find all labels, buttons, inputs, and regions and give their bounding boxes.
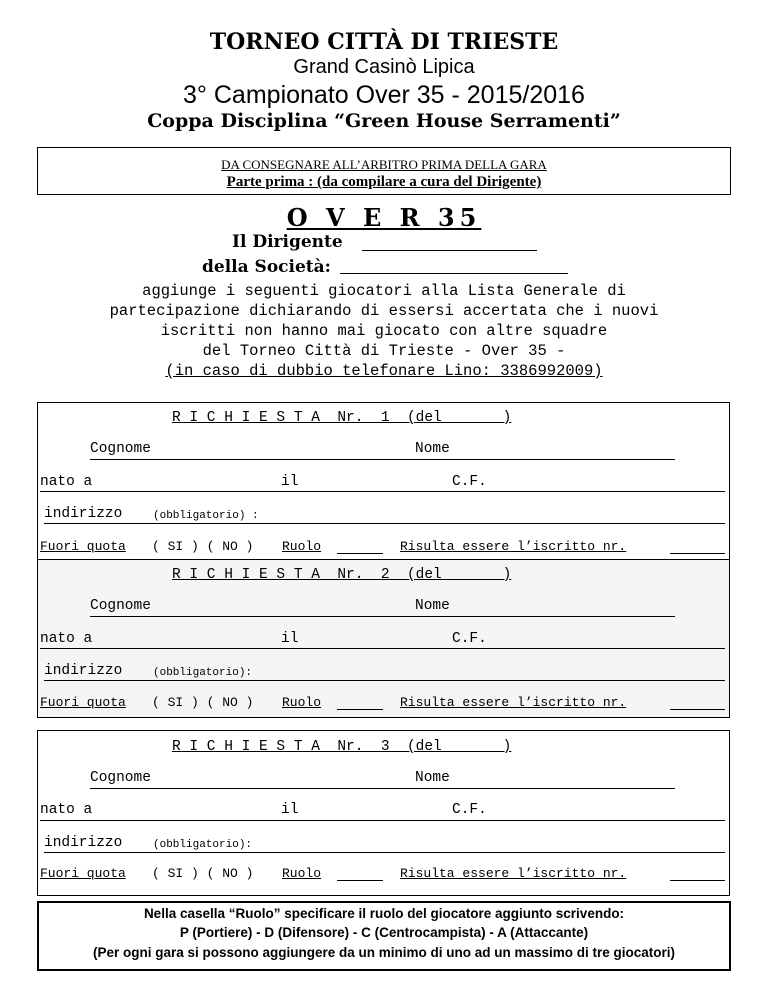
iscritto-nr-field-1[interactable] xyxy=(670,553,725,554)
si-no-options-3[interactable]: ( SI ) ( NO ) xyxy=(152,866,254,881)
fuori-quota-label-1: Fuori quota xyxy=(40,539,126,554)
cf-label-1: C.F. xyxy=(452,474,487,490)
nascita-cf-field-1[interactable] xyxy=(40,491,725,492)
paragraph-line-4: del Torneo Città di Trieste - Over 35 - xyxy=(202,342,566,360)
subtitle-cup: Coppa Disciplina “Green House Serramenti” xyxy=(147,110,621,132)
iscritto-nr-field-3[interactable] xyxy=(670,880,725,881)
request-heading-3: R I C H I E S T A Nr. 3 (del ) xyxy=(172,739,512,755)
nato-a-label-3: nato a xyxy=(40,802,93,818)
ruolo-label-2: Ruolo xyxy=(282,695,322,710)
societa-label: della Società: xyxy=(202,257,331,277)
nato-a-label-1: nato a xyxy=(40,474,93,490)
cf-label-2: C.F. xyxy=(452,631,487,647)
ruolo-field-3[interactable] xyxy=(337,880,383,881)
cf-label-3: C.F. xyxy=(452,802,487,818)
cognome-label-1: Cognome xyxy=(90,441,151,457)
iscritto-nr-field-2[interactable] xyxy=(670,709,725,710)
obbligatorio-label-2: (obbligatorio): xyxy=(153,667,253,679)
paragraph-line-1: aggiunge i seguenti giocatori alla Lista Generale di xyxy=(142,282,626,300)
instructions-line-1: DA CONSEGNARE ALL’ARBITRO PRIMA DELLA GARA xyxy=(221,157,547,172)
page-title: TORNEO CITTÀ DI TRIESTE xyxy=(209,29,559,55)
subtitle-championship: 3° Campionato Over 35 - 2015/2016 xyxy=(183,81,585,109)
dirigente-field[interactable] xyxy=(362,250,537,251)
indirizzo-label-1: indirizzo xyxy=(44,506,123,522)
paragraph-line-2: partecipazione dichiarando di essersi accertata che i nuovi xyxy=(109,302,659,320)
indirizzo-label-2: indirizzo xyxy=(44,663,123,679)
ruolo-label-3: Ruolo xyxy=(282,866,322,881)
nascita-cf-field-3[interactable] xyxy=(40,820,725,821)
request-heading-1: R I C H I E S T A Nr. 1 (del ) xyxy=(172,410,512,426)
il-label-1: il xyxy=(281,474,299,490)
ruolo-label-1: Ruolo xyxy=(282,539,322,554)
nome-label-1: Nome xyxy=(415,441,450,457)
instructions-line-2: Parte prima : (da compilare a cura del Dirigente) xyxy=(226,174,542,190)
footer-line-1: Nella casella “Ruolo” specificare il ruolo del giocatore aggiunto scrivendo: xyxy=(143,906,625,921)
paragraph-contact-line: (in caso di dubbio telefonare Lino: 3386992009) xyxy=(165,362,603,380)
fuori-quota-label-3: Fuori quota xyxy=(40,866,126,881)
indirizzo-label-3: indirizzo xyxy=(44,835,123,851)
footer-line-3: (Per ogni gara si possono aggiungere da un minimo di uno ad un massimo di tre giocatori) xyxy=(92,945,676,960)
cognome-nome-field-3[interactable] xyxy=(90,788,675,789)
indirizzo-field-3[interactable] xyxy=(44,852,725,853)
fuori-quota-label-2: Fuori quota xyxy=(40,695,126,710)
ruolo-field-2[interactable] xyxy=(337,709,383,710)
si-no-options-1[interactable]: ( SI ) ( NO ) xyxy=(152,539,254,554)
ruolo-field-1[interactable] xyxy=(337,553,383,554)
nome-label-2: Nome xyxy=(415,598,450,614)
nome-label-3: Nome xyxy=(415,770,450,786)
il-label-2: il xyxy=(281,631,299,647)
cognome-nome-field-1[interactable] xyxy=(90,459,675,460)
il-label-3: il xyxy=(281,802,299,818)
cognome-label-2: Cognome xyxy=(90,598,151,614)
cognome-label-3: Cognome xyxy=(90,770,151,786)
si-no-options-2[interactable]: ( SI ) ( NO ) xyxy=(152,695,254,710)
obbligatorio-label-1: (obbligatorio) : xyxy=(153,510,259,522)
dirigente-label: Il Dirigente xyxy=(232,232,343,252)
subtitle-sponsor: Grand Casinò Lipica xyxy=(293,56,475,78)
obbligatorio-label-3: (obbligatorio): xyxy=(153,839,253,851)
societa-field[interactable] xyxy=(340,273,568,274)
risulta-label-2: Risulta essere l’iscritto nr. xyxy=(400,695,627,710)
risulta-label-1: Risulta essere l’iscritto nr. xyxy=(400,539,627,554)
footer-line-2: P (Portiere) - D (Difensore) - C (Centrocampista) - A (Attaccante) xyxy=(179,925,589,940)
nascita-cf-field-2[interactable] xyxy=(40,648,725,649)
request-heading-2: R I C H I E S T A Nr. 2 (del ) xyxy=(172,567,512,583)
nato-a-label-2: nato a xyxy=(40,631,93,647)
paragraph-line-3: iscritti non hanno mai giocato con altre squadre xyxy=(160,322,608,340)
indirizzo-field-1[interactable] xyxy=(44,523,725,524)
indirizzo-field-2[interactable] xyxy=(44,680,725,681)
category-heading: O V E R 35 xyxy=(286,203,482,232)
cognome-nome-field-2[interactable] xyxy=(90,616,675,617)
risulta-label-3: Risulta essere l’iscritto nr. xyxy=(400,866,627,881)
